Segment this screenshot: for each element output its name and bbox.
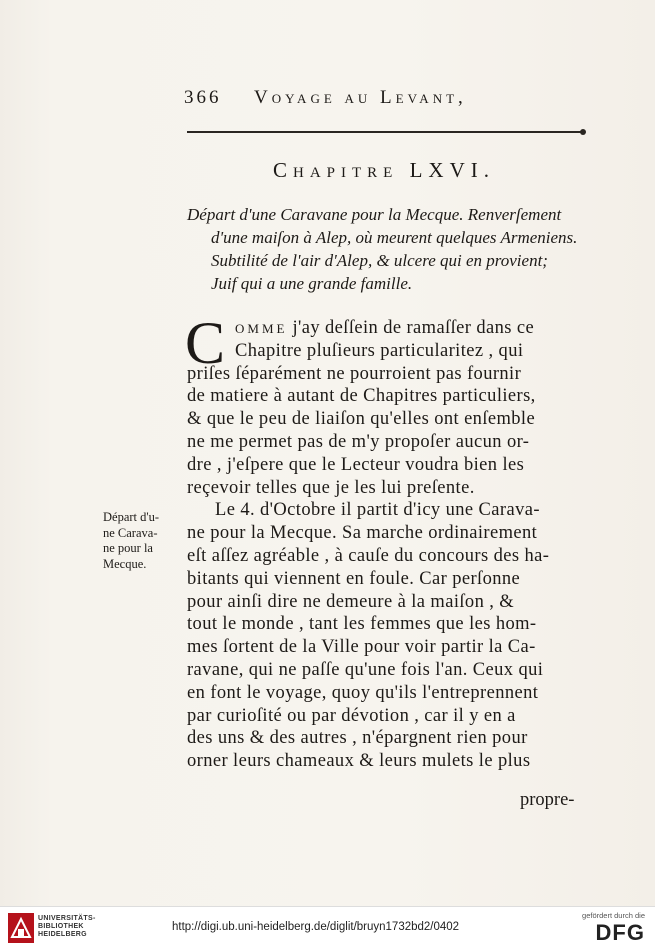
- margin-note-line: ne Carava-: [103, 525, 158, 540]
- summary-line: Subtilité de l'air d'Alep, & ulcere qui en provient;: [211, 251, 548, 270]
- margin-note: [103, 510, 188, 572]
- body-line: eſt aſſez agréable , à cauſe du concours des ha-: [187, 545, 550, 566]
- running-header: [184, 87, 584, 109]
- body-line: dre , j'eſpere que le Lecteur voudra bien les: [187, 454, 525, 475]
- body-line: bitants qui viennent en foule. Car perſonne: [187, 568, 521, 589]
- body-line: en font le voyage, quoy qu'ils l'entreprennent: [187, 682, 539, 703]
- dfg-logo[interactable]: DFG: [595, 920, 645, 945]
- body-line: omme j'ay deſſein de ramaſſer dans ce: [235, 318, 535, 338]
- body-line: tout le monde , tant les femmes que les hom-: [187, 614, 537, 635]
- body-line: par curioſité ou par dévotion , car il y en a: [187, 705, 516, 726]
- body-line: Le 4. d'Octobre il partit d'icy une Carava-: [215, 500, 540, 521]
- chapter-summary: [187, 203, 597, 295]
- body-line: des uns & des autres , n'épargnent rien pour: [187, 728, 528, 749]
- margin-note-line: ne pour la: [103, 541, 153, 555]
- margin-note-line: Mecque.: [103, 556, 147, 571]
- body-line: orner leurs chameaux & leurs mulets le plus: [187, 751, 531, 772]
- page-number: 366: [184, 87, 222, 108]
- running-title: Voyage au Levant,: [254, 87, 467, 108]
- funding-caption: gefördert durch die: [582, 911, 645, 920]
- body-line: ne pour la Mecque. Sa marche ordinairement: [187, 523, 538, 544]
- library-logo-icon[interactable]: [8, 913, 34, 943]
- body-line: Chapitre pluſieurs particularitez , qui: [235, 340, 524, 361]
- body-line: reçevoir telles que je les lui preſente.: [187, 477, 475, 498]
- summary-line: d'une maiſon à Alep, où meurent quelques Armeniens.: [211, 228, 578, 247]
- body-line: de matiere à autant de Chapitres particuliers,: [187, 386, 536, 407]
- library-name[interactable]: UNIVERSITÄTS- BIBLIOTHEK HEIDELBERG: [38, 915, 96, 938]
- chapter-heading: Chapitre LXVI.: [273, 158, 495, 182]
- summary-line: Juif qui a une grande famille.: [211, 274, 413, 293]
- body-line: ne me permet pas de m'y propoſer aucun or-: [187, 431, 530, 452]
- body-line: ravane, qui ne paſſe qu'une fois l'an. Ceux qui: [187, 659, 544, 680]
- catchword: propre-: [520, 790, 575, 810]
- drop-cap: C: [185, 310, 226, 376]
- body-line: mes ſortent de la Ville pour voir partir la Ca-: [187, 637, 536, 658]
- viewer-footer: [0, 906, 655, 949]
- header-rule: [187, 131, 584, 133]
- body-line: priſes ſéparément ne pourroient pas fournir: [187, 363, 522, 384]
- body-line: pour ainſi dire ne demeure à la maiſon , &: [187, 591, 515, 612]
- summary-line: Départ d'une Caravane pour la Mecque. Renverſement: [187, 205, 562, 224]
- body-text: [187, 317, 597, 773]
- header-rule-ornament: [580, 129, 586, 135]
- margin-note-line: Départ d'u-: [103, 510, 160, 524]
- body-line: & que le peu de liaiſon qu'elles ont enſemble: [187, 409, 536, 430]
- permalink-url[interactable]: http://digi.ub.uni-heidelberg.de/diglit/bruyn1732bd2/0402: [172, 921, 460, 933]
- first-word: omme: [235, 318, 288, 338]
